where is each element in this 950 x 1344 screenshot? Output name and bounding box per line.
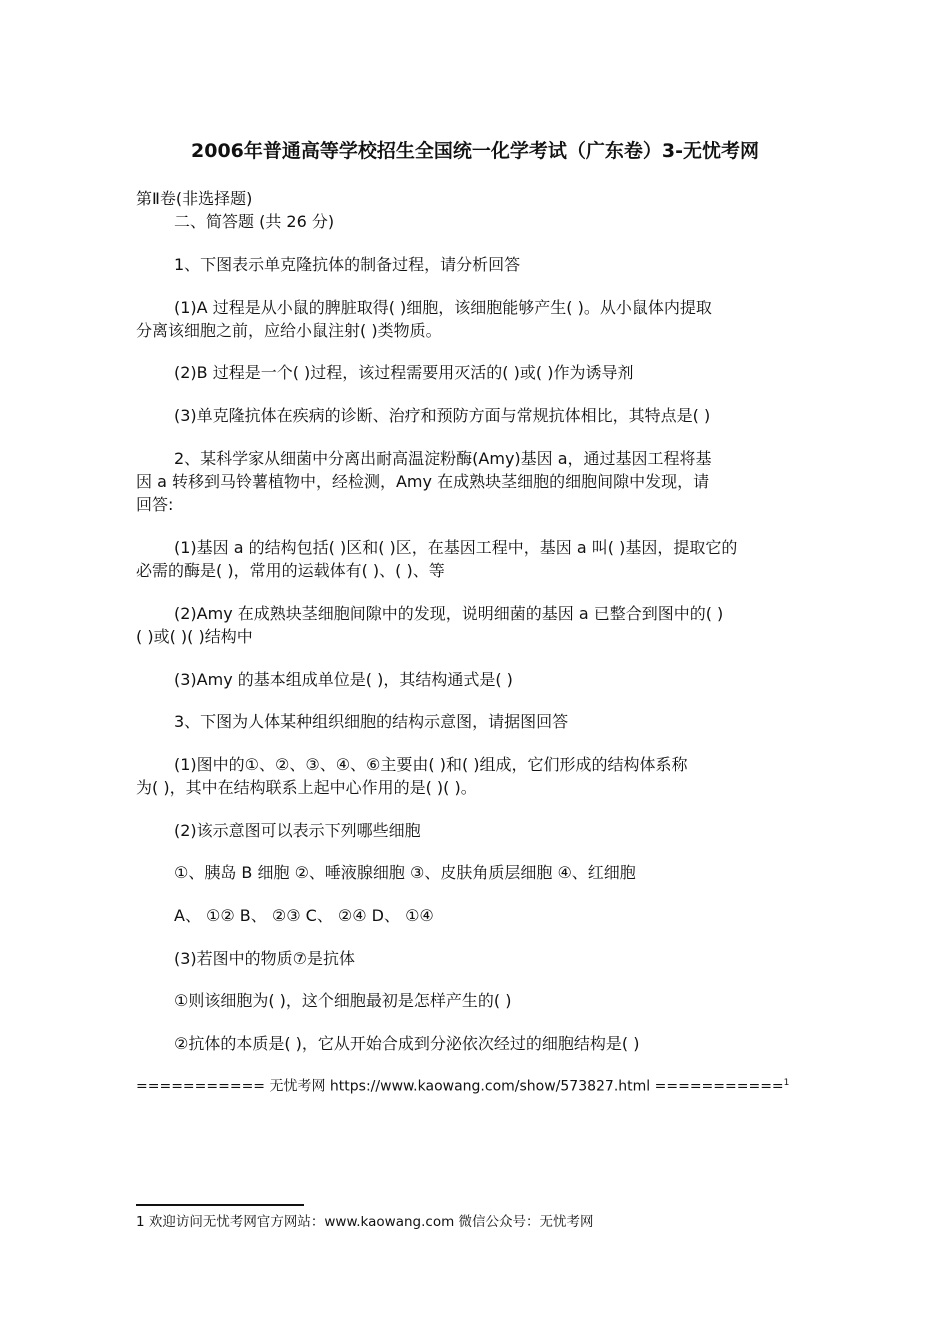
footnote: 1 欢迎访问无忧考网官方网站：www.kaowang.com 微信公众号：无忧考网	[136, 1214, 594, 1230]
page-title: 2006年普通高等学校招生全国统一化学考试（广东卷）3-无忧考网	[191, 140, 759, 162]
q2-part3: (3)Amy 的基本组成单位是( )，其结构通式是( )	[174, 670, 513, 689]
q3-part3-b: ②抗体的本质是( )，它从开始合成到分泌依次经过的细胞结构是( )	[174, 1034, 640, 1053]
q3-part1-line2: 为( )，其中在结构联系上起中心作用的是( )( )。	[136, 778, 477, 797]
q1-part3: (3)单克隆抗体在疾病的诊断、治疗和预防方面与常规抗体相比，其特点是( )	[174, 406, 711, 425]
q3-part3: (3)若图中的物质⑦是抗体	[174, 949, 356, 968]
q2-part2-line2: ( )或( )( )结构中	[136, 627, 253, 646]
q3-part2: (2)该示意图可以表示下列哪些细胞	[174, 821, 421, 840]
q2-intro-line1: 2、某科学家从细菌中分离出耐高温淀粉酶(Amy)基因 a，通过基因工程将基	[174, 449, 712, 468]
q1-part1-line2: 分离该细胞之前，应给小鼠注射( )类物质。	[136, 321, 442, 340]
footnote-marker: 1	[783, 1078, 790, 1088]
section-heading: 第Ⅱ卷(非选择题)	[136, 189, 253, 208]
q2-part1-line1: (1)基因 a 的结构包括( )区和( )区，在基因工程中，基因 a 叫( )基因，提取它的	[174, 538, 738, 557]
q2-intro-line2: 因 a 转移到马铃薯植物中，经检测，Amy 在成熟块茎细胞的细胞间隙中发现，请	[136, 472, 710, 491]
q3-part2-options: ①、胰岛 B 细胞 ②、唾液腺细胞 ③、皮肤角质层细胞 ④、红细胞	[174, 863, 636, 882]
q1-part1-line1: (1)A 过程是从小鼠的脾脏取得( )细胞，该细胞能够产生( )。从小鼠体内提取	[174, 298, 712, 317]
footnote-divider	[136, 1204, 304, 1206]
q3-part2-choices: A、 ①② B、 ②③ C、 ②④ D、 ①④	[174, 906, 434, 925]
q3-intro: 3、下图为人体某种组织细胞的结构示意图，请据图回答	[174, 712, 569, 731]
q3-part3-a: ①则该细胞为( )，这个细胞最初是怎样产生的( )	[174, 991, 512, 1010]
q2-part1-line2: 必需的酶是( )，常用的运载体有( )、( )、等	[136, 561, 445, 580]
source-separator	[136, 1073, 789, 1097]
q3-part1-line1: (1)图中的①、②、③、④、⑥主要由( )和( )组成，它们形成的结构体系称	[174, 755, 688, 774]
q1-part2: (2)B 过程是一个( )过程，该过程需要用灭活的( )或( )作为诱导剂	[174, 363, 634, 382]
source-separator-text[interactable]: =========== 无忧考网 https://www.kaowang.com/show/573827.html ===========	[136, 1078, 784, 1095]
q2-intro-line3: 回答:	[136, 495, 174, 514]
q2-part2-line1: (2)Amy 在成熟块茎细胞间隙中的发现，说明细菌的基因 a 已整合到图中的( )	[174, 604, 724, 623]
subsection-heading: 二、简答题 (共 26 分)	[174, 212, 335, 231]
q1-intro: 1、下图表示单克隆抗体的制备过程，请分析回答	[174, 255, 521, 274]
